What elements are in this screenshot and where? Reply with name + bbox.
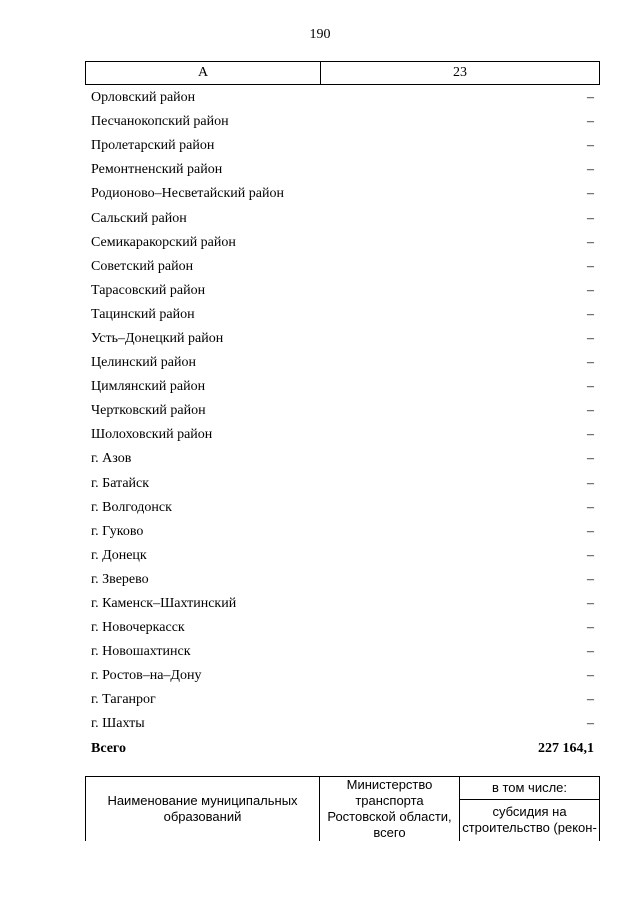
table-row xyxy=(85,206,600,230)
row-value: – xyxy=(587,523,594,539)
page-number: 190 xyxy=(309,27,331,42)
table-row xyxy=(85,86,600,110)
table-row xyxy=(85,158,600,182)
table-row xyxy=(85,134,600,158)
row-value: – xyxy=(587,210,594,226)
row-value: – xyxy=(587,644,594,660)
table-row xyxy=(85,640,600,664)
next-col-subsidy-header: субсидия на строительство (рекон- xyxy=(460,799,600,841)
row-name: г. Новошахтинск xyxy=(91,644,191,660)
row-value: – xyxy=(587,499,594,515)
row-name: Усть–Донецкий район xyxy=(91,330,224,346)
row-name: Родионово–Несветайский район xyxy=(91,186,284,202)
table-row xyxy=(85,303,600,327)
row-name: Семикаракорский район xyxy=(91,234,236,250)
row-name: Орловский район xyxy=(91,90,196,106)
row-name: Сальский район xyxy=(91,210,187,226)
row-name: Тацинский район xyxy=(91,306,195,322)
row-value: – xyxy=(587,571,594,587)
table-row xyxy=(85,616,600,640)
row-value: – xyxy=(587,403,594,419)
table-row xyxy=(85,712,600,736)
table-row xyxy=(85,688,600,712)
table-row xyxy=(85,472,600,496)
header-row xyxy=(86,62,600,85)
total-row xyxy=(85,737,600,761)
next-col-name-header: Наименование муниципальных образований xyxy=(86,777,320,842)
row-value: – xyxy=(587,306,594,322)
row-name: г. Донецк xyxy=(91,547,147,563)
row-name: г. Гуково xyxy=(91,523,144,539)
row-name: Советский район xyxy=(91,258,194,274)
table-row xyxy=(85,375,600,399)
next-col-ministry-header: Министерство транспорта Ростовской области, всего xyxy=(320,777,460,842)
row-name: г. Новочеркасск xyxy=(91,620,185,636)
row-name: Цимлянский район xyxy=(91,379,206,395)
table-row xyxy=(85,110,600,134)
district-rows xyxy=(85,86,600,761)
table-row xyxy=(85,520,600,544)
next-table-header xyxy=(85,776,600,841)
row-value: – xyxy=(587,692,594,708)
row-name: Шолоховский район xyxy=(91,427,213,443)
row-value: – xyxy=(587,234,594,250)
row-value: – xyxy=(587,475,594,491)
total-label: Всего xyxy=(91,740,126,756)
table-row xyxy=(85,423,600,447)
row-name: г. Батайск xyxy=(91,475,150,491)
row-name: Песчанокопский район xyxy=(91,114,229,130)
row-value: – xyxy=(587,427,594,443)
table-row xyxy=(85,182,600,206)
row-value: – xyxy=(587,138,594,154)
table-row xyxy=(85,592,600,616)
table-row xyxy=(85,231,600,255)
header-col-b: 23 xyxy=(321,62,600,85)
row-value: – xyxy=(587,90,594,106)
row-value: – xyxy=(587,451,594,467)
row-name: Ремонтненский район xyxy=(91,162,223,178)
row-value: – xyxy=(587,258,594,274)
row-value: – xyxy=(587,355,594,371)
row-value: – xyxy=(587,596,594,612)
row-value: – xyxy=(587,282,594,298)
row-value: – xyxy=(587,620,594,636)
row-value: – xyxy=(587,379,594,395)
row-name: г. Таганрог xyxy=(91,692,156,708)
row-value: – xyxy=(587,162,594,178)
row-name: Целинский район xyxy=(91,355,196,371)
row-value: – xyxy=(587,186,594,202)
row-name: г. Ростов–на–Дону xyxy=(91,668,202,684)
column-header-table xyxy=(85,61,600,85)
row-name: Пролетарский район xyxy=(91,138,215,154)
row-name: Чертковский район xyxy=(91,403,206,419)
table-row xyxy=(85,279,600,303)
table-row xyxy=(85,544,600,568)
table-row xyxy=(85,496,600,520)
row-name: г. Азов xyxy=(91,451,132,467)
table-row xyxy=(85,351,600,375)
next-col-including-header: в том числе: xyxy=(460,777,600,800)
row-name: г. Шахты xyxy=(91,716,145,732)
table-row xyxy=(85,568,600,592)
row-value: – xyxy=(587,114,594,130)
row-name: Тарасовский район xyxy=(91,282,206,298)
table-row xyxy=(85,664,600,688)
row-name: г. Волгодонск xyxy=(91,499,172,515)
header-col-a: А xyxy=(86,62,321,85)
row-value: – xyxy=(587,547,594,563)
row-name: г. Зверево xyxy=(91,571,149,587)
table-row xyxy=(85,399,600,423)
row-value: – xyxy=(587,330,594,346)
row-name: г. Каменск–Шахтинский xyxy=(91,596,237,612)
table-row xyxy=(85,447,600,471)
row-value: – xyxy=(587,668,594,684)
row-value: – xyxy=(587,716,594,732)
table-row xyxy=(85,255,600,279)
table-row xyxy=(85,327,600,351)
total-value: 227 164,1 xyxy=(538,740,594,756)
